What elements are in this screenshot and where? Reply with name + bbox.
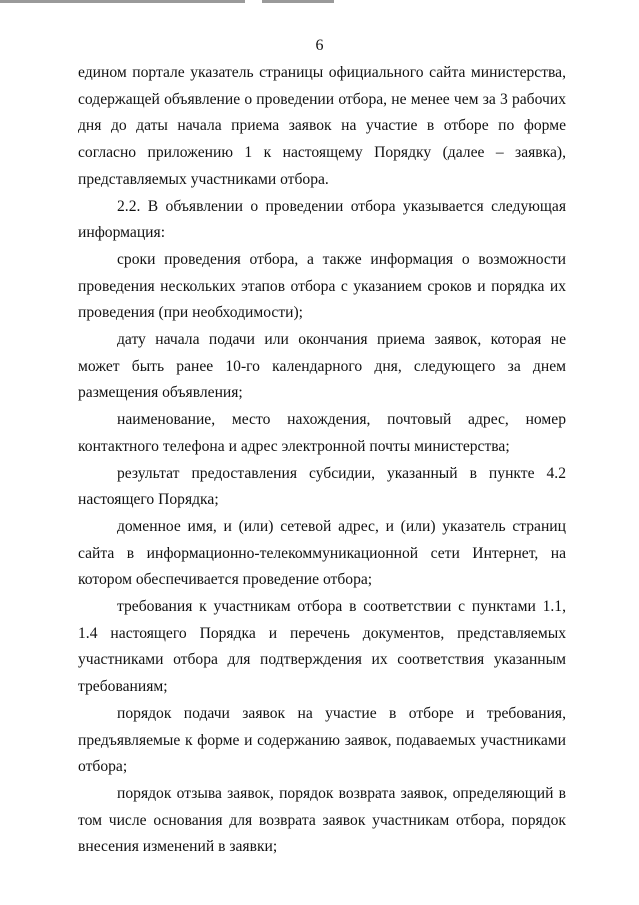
paragraph-1: едином портале указатель страницы официального сайта министерства, содержащей объявление о проведении отбора, не менее чем за 3 рабочих дня до даты начала приема заявок на участие в отборе по форме согласно приложению 1 к настоящему Порядку (далее – заявка), представляемых участниками отбора.	[78, 64, 566, 188]
document-body	[78, 60, 566, 861]
paragraph-5: наименование, место нахождения, почтовый адрес, номер контактного телефона и адрес электронной почты министерства;	[78, 411, 566, 455]
page-number: 6	[315, 37, 324, 54]
paragraph-9: порядок подачи заявок на участие в отборе и требования, предъявляемые к форме и содержанию заявок, подаваемых участниками отбора;	[78, 704, 566, 776]
paragraph-10: порядок отзыва заявок, порядок возврата заявок, определяющий в том числе основания для возврата заявок участникам отбора, порядок внесения изменений в заявки;	[78, 784, 566, 856]
paragraph-4: дату начала подачи или окончания приема заявок, которая не может быть ранее 10-го календарного дня, следующего за днем размещения объявления;	[78, 331, 566, 402]
scan-top-rule-right	[262, 0, 334, 3]
paragraph-3: сроки проведения отбора, а также информация о возможности проведения нескольких этапов отбора с указанием сроков и порядка их проведения (при необходимости);	[78, 250, 566, 322]
paragraph-6: результат предоставления субсидии, указанный в пункте 4.2 настоящего Порядка;	[78, 464, 566, 509]
paragraph-7: доменное имя, и (или) сетевой адрес, и (или) указатель страниц сайта в информационно-телекоммуникационной сети Интернет, на котором обеспечивается проведение отбора;	[78, 517, 566, 589]
paragraph-8: требования к участникам отбора в соответствии с пунктами 1.1, 1.4 настоящего Порядка и перечень документов, представляемых участниками отбора для подтверждения их соответствия указанным требованиям;	[78, 598, 566, 696]
paragraph-2: 2.2. В объявлении о проведении отбора указывается следующая информация:	[78, 197, 566, 242]
scan-top-rule-left	[0, 0, 245, 3]
